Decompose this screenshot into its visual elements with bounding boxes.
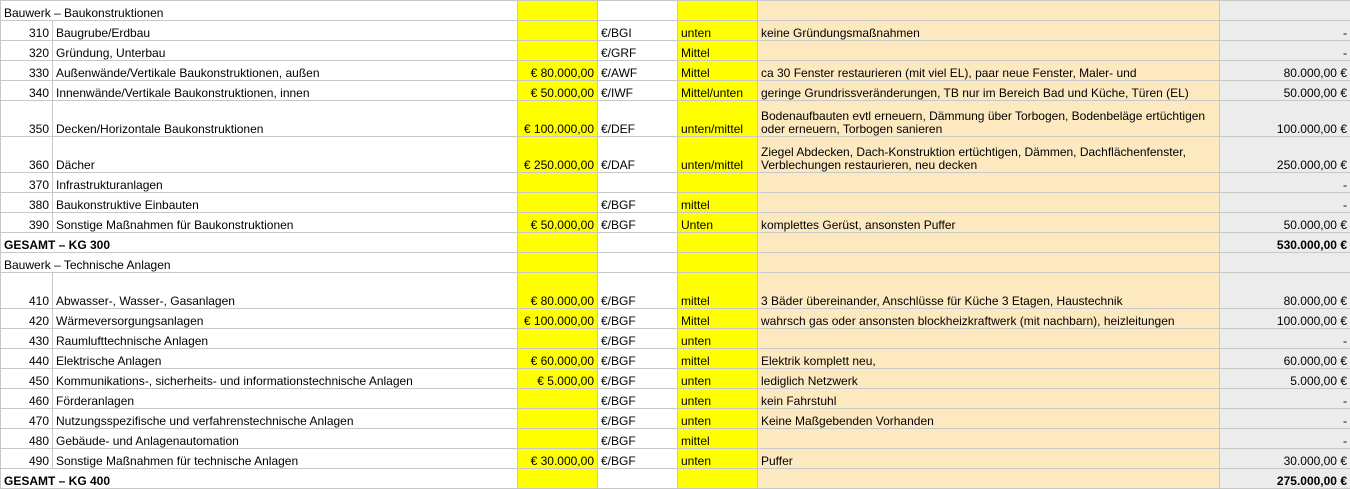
unit-cell[interactable] — [598, 1, 678, 21]
cost-group-name[interactable]: Förderanlagen — [53, 389, 518, 409]
section-header-row — [1, 253, 1350, 273]
cost-group-code[interactable]: 320 — [1, 41, 53, 61]
table-row — [1, 449, 1350, 469]
total-cell[interactable] — [1220, 253, 1350, 273]
cost-cell[interactable] — [518, 253, 598, 273]
unit-cell[interactable]: €/BGF — [598, 389, 678, 409]
level-cell[interactable]: Unten — [678, 213, 758, 233]
table-row — [1, 41, 1350, 61]
unit-cell[interactable]: €/BGF — [598, 309, 678, 329]
description-cell[interactable] — [758, 429, 1220, 449]
total-cell[interactable]: - — [1220, 409, 1350, 429]
level-cell[interactable] — [678, 1, 758, 21]
level-cell[interactable] — [678, 469, 758, 489]
total-cell[interactable]: 30.000,00 € — [1220, 449, 1350, 469]
unit-cell[interactable]: €/BGF — [598, 193, 678, 213]
unit-cell[interactable]: €/GRF — [598, 41, 678, 61]
total-cell[interactable]: 60.000,00 € — [1220, 349, 1350, 369]
cost-cell[interactable] — [518, 329, 598, 349]
total-cell[interactable]: 80.000,00 € — [1220, 61, 1350, 81]
table-row — [1, 273, 1350, 309]
description-cell[interactable] — [758, 469, 1220, 489]
cost-cell[interactable] — [518, 389, 598, 409]
unit-cell[interactable]: €/BGF — [598, 369, 678, 389]
level-cell[interactable]: Mittel/unten — [678, 81, 758, 101]
table-row — [1, 81, 1350, 101]
sum-label[interactable]: GESAMT – KG 300 — [1, 233, 518, 253]
description-cell[interactable]: ca 30 Fenster restaurieren (mit viel EL), paar neue Fenster, Maler- und — [758, 61, 1220, 81]
cost-group-name[interactable]: Baugrube/Erdbau — [53, 21, 518, 41]
unit-cell[interactable] — [598, 469, 678, 489]
description-cell[interactable]: komplettes Gerüst, ansonsten Puffer — [758, 213, 1220, 233]
description-cell[interactable]: keine Gründungsmaßnahmen — [758, 21, 1220, 41]
unit-cell[interactable]: €/DAF — [598, 137, 678, 173]
cost-group-name[interactable]: Infrastrukturanlagen — [53, 173, 518, 193]
level-cell[interactable]: mittel — [678, 193, 758, 213]
cost-group-name[interactable]: Abwasser-, Wasser-, Gasanlagen — [53, 273, 518, 309]
cost-cell[interactable]: € 50.000,00 — [518, 81, 598, 101]
cost-group-code[interactable]: 440 — [1, 349, 53, 369]
description-cell[interactable]: 3 Bäder übereinander, Anschlüsse für Küche 3 Etagen, Haustechnik — [758, 273, 1220, 309]
cost-group-code[interactable]: 480 — [1, 429, 53, 449]
cost-cell[interactable]: € 250.000,00 — [518, 137, 598, 173]
total-cell[interactable]: - — [1220, 429, 1350, 449]
sum-label[interactable]: GESAMT – KG 400 — [1, 469, 518, 489]
description-cell[interactable] — [758, 233, 1220, 253]
level-cell[interactable]: mittel — [678, 273, 758, 309]
cost-cell[interactable] — [518, 409, 598, 429]
level-cell[interactable]: unten — [678, 369, 758, 389]
cost-cell[interactable]: € 30.000,00 — [518, 449, 598, 469]
description-cell[interactable]: wahrsch gas oder ansonsten blockheizkraftwerk (mit nachbarn), heizleitungen — [758, 309, 1220, 329]
description-cell[interactable]: Keine Maßgebenden Vorhanden — [758, 409, 1220, 429]
unit-cell[interactable] — [598, 233, 678, 253]
cost-cell[interactable]: € 100.000,00 — [518, 309, 598, 329]
cost-cell[interactable] — [518, 429, 598, 449]
level-cell[interactable]: unten — [678, 389, 758, 409]
table-row — [1, 409, 1350, 429]
level-cell[interactable]: unten — [678, 449, 758, 469]
total-cell[interactable]: 50.000,00 € — [1220, 213, 1350, 233]
level-cell[interactable]: Mittel — [678, 41, 758, 61]
total-cell[interactable]: - — [1220, 21, 1350, 41]
cost-group-code[interactable]: 420 — [1, 309, 53, 329]
total-cell[interactable]: 100.000,00 € — [1220, 101, 1350, 137]
cost-group-name[interactable]: Gebäude- und Anlagenautomation — [53, 429, 518, 449]
unit-cell[interactable] — [598, 253, 678, 273]
cost-group-name[interactable]: Dächer — [53, 137, 518, 173]
description-cell[interactable]: lediglich Netzwerk — [758, 369, 1220, 389]
table-row — [1, 349, 1350, 369]
level-cell[interactable]: Mittel — [678, 309, 758, 329]
table-row — [1, 137, 1350, 173]
description-cell[interactable]: Puffer — [758, 449, 1220, 469]
level-cell[interactable]: unten — [678, 329, 758, 349]
cost-group-name[interactable]: Nutzungsspezifische und verfahrenstechnische Anlagen — [53, 409, 518, 429]
cost-cell[interactable] — [518, 21, 598, 41]
cost-group-name[interactable]: Wärmeversorgungsanlagen — [53, 309, 518, 329]
description-cell[interactable] — [758, 173, 1220, 193]
cost-group-code[interactable]: 430 — [1, 329, 53, 349]
cost-group-code[interactable]: 460 — [1, 389, 53, 409]
sum-total[interactable]: 530.000,00 € — [1220, 233, 1350, 253]
table-row — [1, 193, 1350, 213]
total-cell[interactable]: 50.000,00 € — [1220, 81, 1350, 101]
cost-cell[interactable] — [518, 233, 598, 253]
description-cell[interactable] — [758, 253, 1220, 273]
description-cell[interactable]: Bodenaufbauten evtl erneuern, Dämmung über Torbogen, Bodenbeläge ertüchtigen oder erneuern, Torbogen sanieren — [758, 101, 1220, 137]
sum-row — [1, 233, 1350, 253]
cost-group-code[interactable]: 390 — [1, 213, 53, 233]
unit-cell[interactable]: €/BGF — [598, 429, 678, 449]
level-cell[interactable] — [678, 173, 758, 193]
cost-group-code[interactable]: 490 — [1, 449, 53, 469]
cost-group-code[interactable]: 340 — [1, 81, 53, 101]
description-cell[interactable] — [758, 329, 1220, 349]
table-row — [1, 21, 1350, 41]
description-cell[interactable]: geringe Grundrissveränderungen, TB nur im Bereich Bad und Küche, Türen (EL) — [758, 81, 1220, 101]
cost-cell[interactable]: € 50.000,00 — [518, 213, 598, 233]
table-row — [1, 101, 1350, 137]
unit-cell[interactable]: €/BGF — [598, 273, 678, 309]
unit-cell[interactable]: €/BGF — [598, 329, 678, 349]
cost-group-code[interactable]: 350 — [1, 101, 53, 137]
table-row — [1, 389, 1350, 409]
total-cell[interactable]: - — [1220, 41, 1350, 61]
level-cell[interactable]: unten — [678, 409, 758, 429]
total-cell[interactable]: 250.000,00 € — [1220, 137, 1350, 173]
table-row — [1, 309, 1350, 329]
cost-cell[interactable]: € 60.000,00 — [518, 349, 598, 369]
cost-group-code[interactable]: 450 — [1, 369, 53, 389]
unit-cell[interactable]: €/BGF — [598, 449, 678, 469]
table-row — [1, 173, 1350, 193]
unit-cell[interactable]: €/BGF — [598, 213, 678, 233]
cost-group-name[interactable]: Sonstige Maßnahmen für technische Anlagen — [53, 449, 518, 469]
cost-group-code[interactable]: 370 — [1, 173, 53, 193]
table-row — [1, 369, 1350, 389]
cost-group-code[interactable]: 380 — [1, 193, 53, 213]
unit-cell[interactable]: €/BGI — [598, 21, 678, 41]
cost-cell[interactable] — [518, 193, 598, 213]
cost-cell[interactable] — [518, 41, 598, 61]
section-title[interactable]: Bauwerk – Technische Anlagen — [1, 253, 518, 273]
table-row — [1, 61, 1350, 81]
cost-cell[interactable] — [518, 173, 598, 193]
level-cell[interactable]: mittel — [678, 349, 758, 369]
cost-group-name[interactable]: Sonstige Maßnahmen für Baukonstruktionen — [53, 213, 518, 233]
sum-row — [1, 469, 1350, 489]
cost-group-code[interactable]: 330 — [1, 61, 53, 81]
cost-group-name[interactable]: Außenwände/Vertikale Baukonstruktionen, außen — [53, 61, 518, 81]
total-cell[interactable]: 5.000,00 € — [1220, 369, 1350, 389]
total-cell[interactable] — [1220, 1, 1350, 21]
unit-cell[interactable]: €/AWF — [598, 61, 678, 81]
cost-group-name[interactable]: Baukonstruktive Einbauten — [53, 193, 518, 213]
cost-cell[interactable] — [518, 469, 598, 489]
level-cell[interactable] — [678, 253, 758, 273]
level-cell[interactable]: unten/mittel — [678, 137, 758, 173]
description-cell[interactable]: Ziegel Abdecken, Dach-Konstruktion ertüchtigen, Dämmen, Dachflächenfenster, Verblechungen restaurieren, neu decken — [758, 137, 1220, 173]
total-cell[interactable]: - — [1220, 193, 1350, 213]
unit-cell[interactable] — [598, 173, 678, 193]
cost-cell[interactable]: € 5.000,00 — [518, 369, 598, 389]
cost-group-name[interactable]: Kommunikations-, sicherheits- und informationstechnische Anlagen — [53, 369, 518, 389]
level-cell[interactable]: unten/mittel — [678, 101, 758, 137]
table-row — [1, 329, 1350, 349]
level-cell[interactable] — [678, 233, 758, 253]
description-cell[interactable] — [758, 193, 1220, 213]
cost-cell[interactable]: € 80.000,00 — [518, 273, 598, 309]
level-cell[interactable]: mittel — [678, 429, 758, 449]
unit-cell[interactable]: €/BGF — [598, 349, 678, 369]
sum-total[interactable]: 275.000,00 € — [1220, 469, 1350, 489]
unit-cell[interactable]: €/BGF — [598, 409, 678, 429]
unit-cell[interactable]: €/DEF — [598, 101, 678, 137]
total-cell[interactable]: 100.000,00 € — [1220, 309, 1350, 329]
description-cell[interactable]: kein Fahrstuhl — [758, 389, 1220, 409]
unit-cell[interactable]: €/IWF — [598, 81, 678, 101]
cost-group-name[interactable]: Decken/Horizontale Baukonstruktionen — [53, 101, 518, 137]
cost-cell[interactable]: € 100.000,00 — [518, 101, 598, 137]
total-cell[interactable]: 80.000,00 € — [1220, 273, 1350, 309]
description-cell[interactable] — [758, 1, 1220, 21]
cost-group-name[interactable]: Raumlufttechnische Anlagen — [53, 329, 518, 349]
section-title[interactable]: Bauwerk – Baukonstruktionen — [1, 1, 518, 21]
cost-cell[interactable]: € 80.000,00 — [518, 61, 598, 81]
cost-group-code[interactable]: 410 — [1, 273, 53, 309]
cost-group-code[interactable]: 360 — [1, 137, 53, 173]
cost-group-code[interactable]: 310 — [1, 21, 53, 41]
cost-cell[interactable] — [518, 1, 598, 21]
cost-group-name[interactable]: Elektrische Anlagen — [53, 349, 518, 369]
section-header-row — [1, 1, 1350, 21]
cost-group-code[interactable]: 470 — [1, 409, 53, 429]
description-cell[interactable]: Elektrik komplett neu, — [758, 349, 1220, 369]
total-cell[interactable]: - — [1220, 329, 1350, 349]
table-row — [1, 429, 1350, 449]
cost-group-name[interactable]: Innenwände/Vertikale Baukonstruktionen, innen — [53, 81, 518, 101]
description-cell[interactable] — [758, 41, 1220, 61]
level-cell[interactable]: unten — [678, 21, 758, 41]
cost-group-name[interactable]: Gründung, Unterbau — [53, 41, 518, 61]
level-cell[interactable]: Mittel — [678, 61, 758, 81]
table-row — [1, 213, 1350, 233]
total-cell[interactable]: - — [1220, 389, 1350, 409]
total-cell[interactable]: - — [1220, 173, 1350, 193]
